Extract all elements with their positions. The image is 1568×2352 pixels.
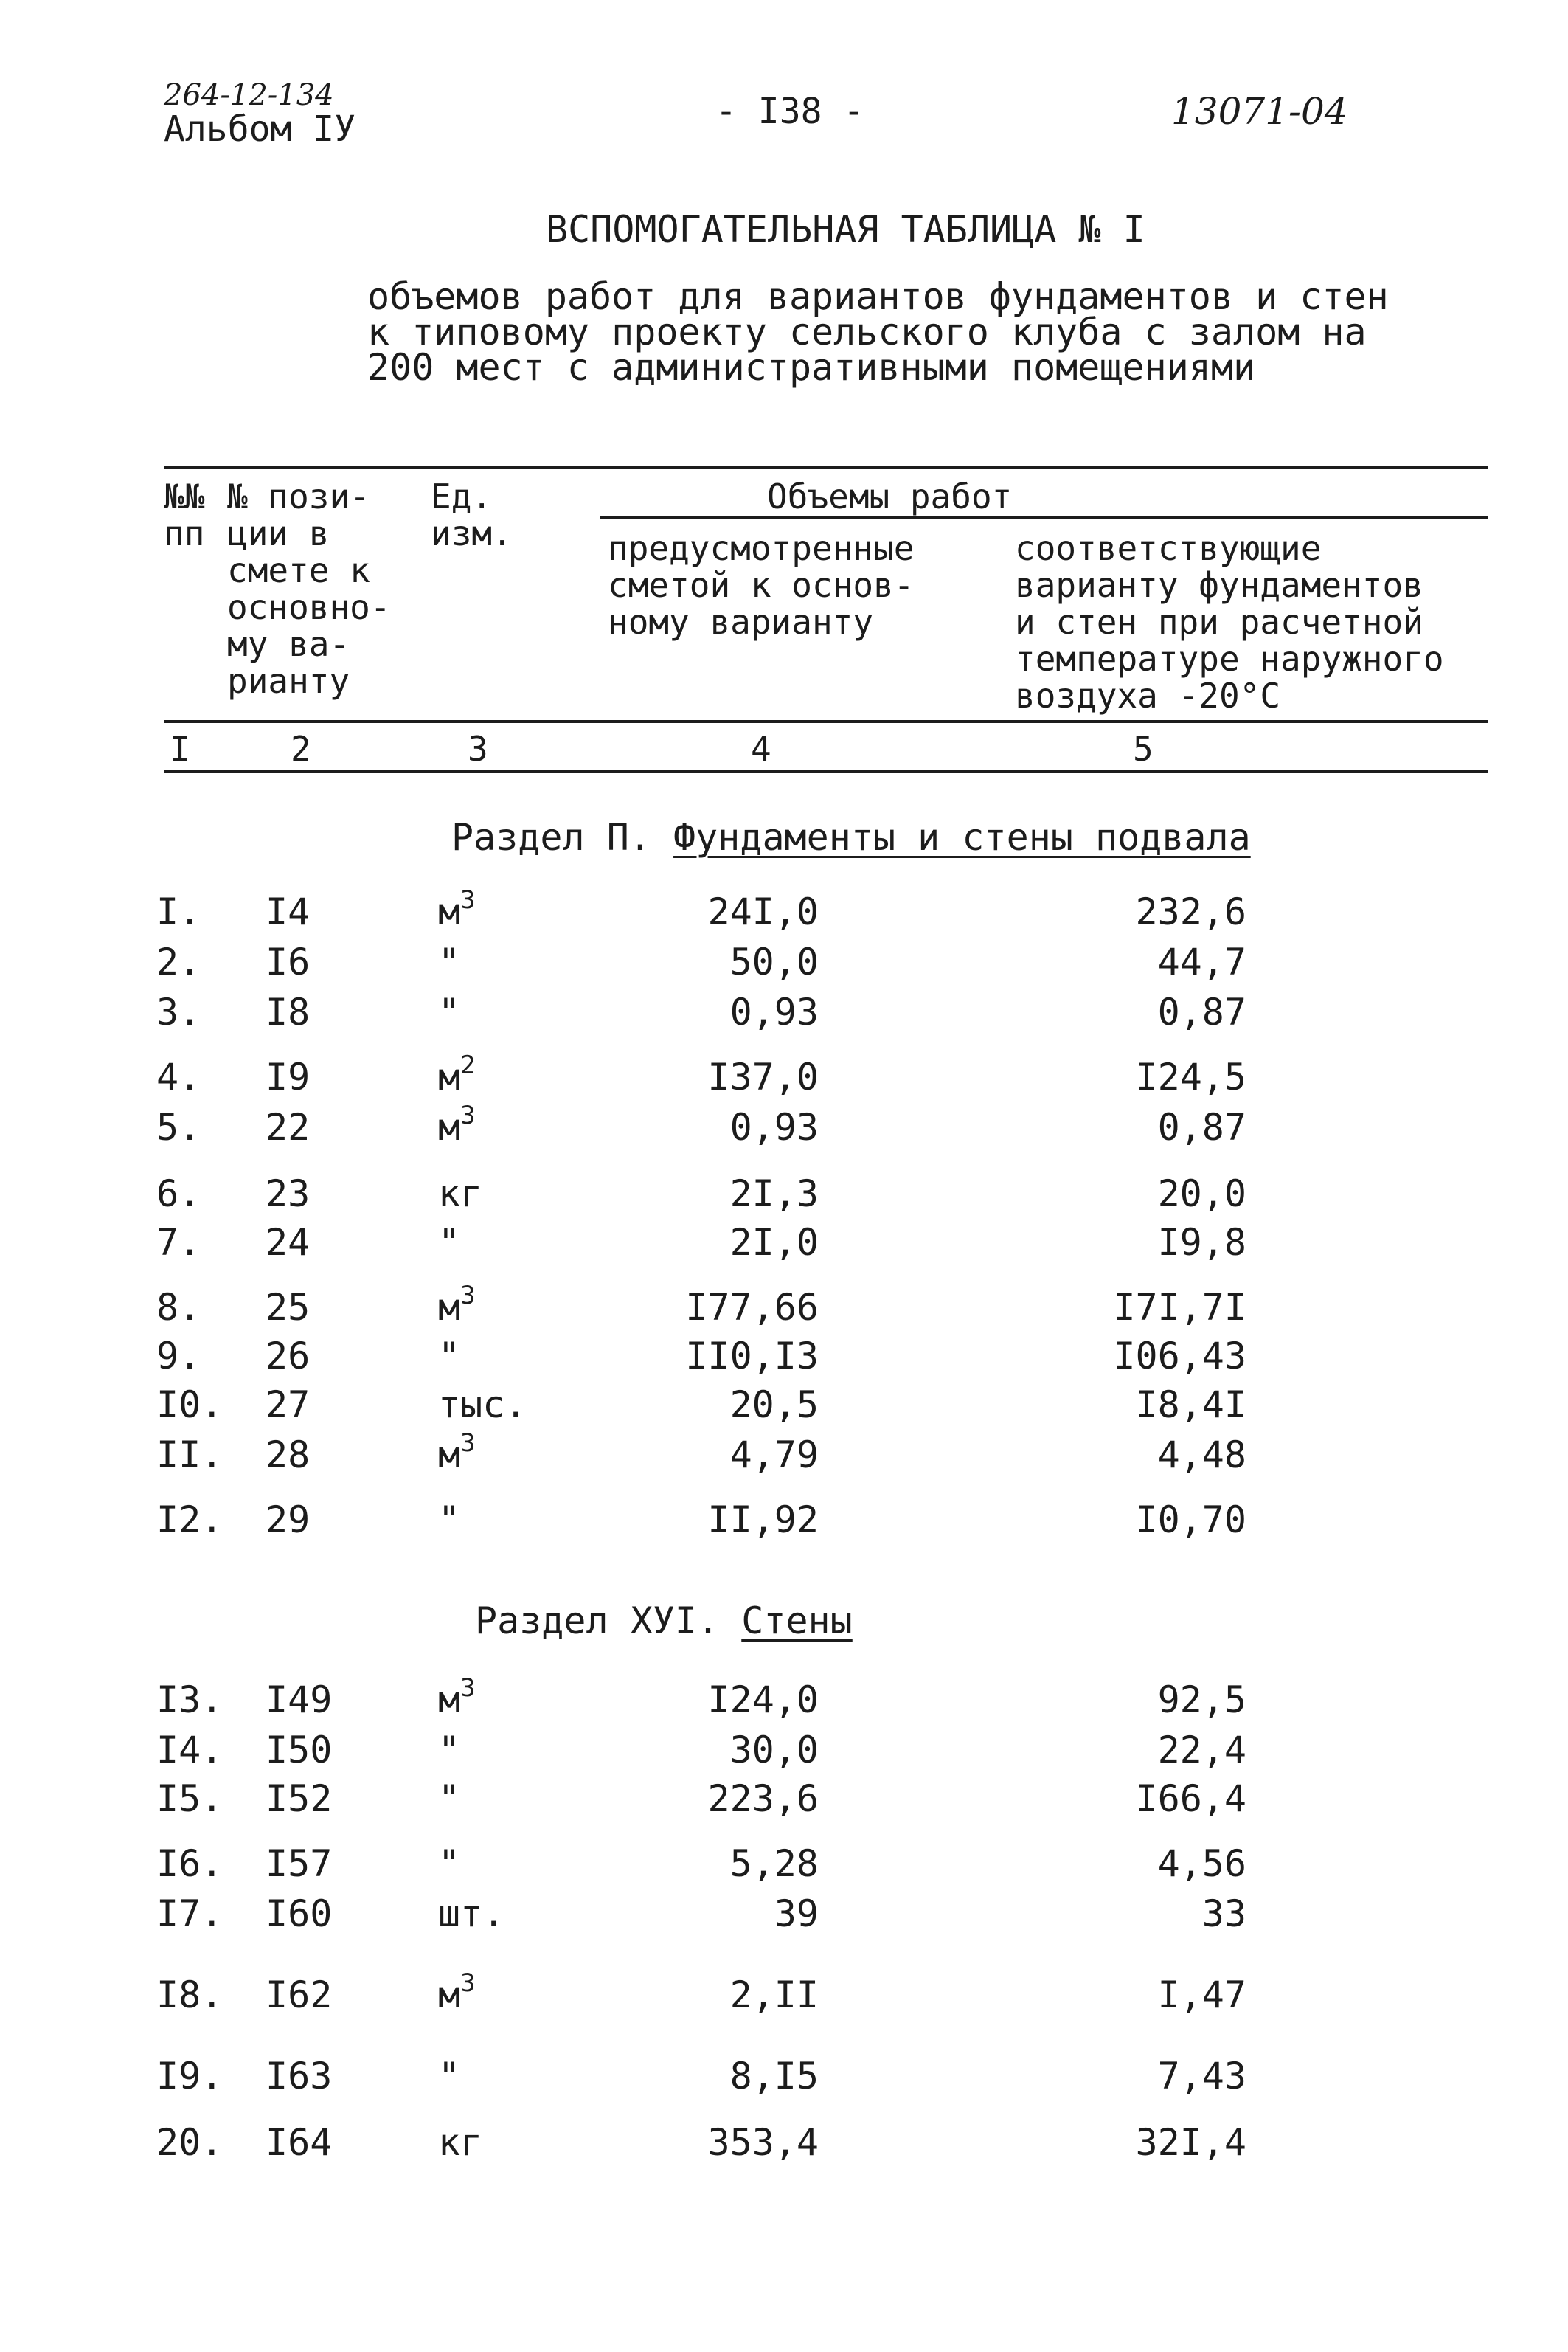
estimate-position: 22 <box>266 1106 311 1149</box>
unit-of-measure <box>438 2055 460 2097</box>
unit-text: кг <box>438 2121 483 2164</box>
variant-volume: I06,43 <box>1113 1335 1246 1377</box>
base-volume: 2I,3 <box>729 1172 819 1215</box>
variant-volume: I24,5 <box>1135 1056 1246 1099</box>
header-unit: Ед. изм. <box>431 477 513 553</box>
base-volume: 223,6 <box>707 1777 819 1820</box>
unit-exponent: 3 <box>460 885 476 915</box>
estimate-position: I62 <box>266 1974 333 2016</box>
row-number: I5. <box>156 1777 223 1820</box>
estimate-position: I8 <box>266 991 311 1034</box>
unit-text: м <box>438 1106 461 1149</box>
unit-of-measure <box>438 1101 476 1149</box>
base-volume: 24I,0 <box>707 890 819 933</box>
unit-of-measure <box>438 1843 460 1884</box>
unit-text: " <box>438 2055 461 2097</box>
base-volume: 0,93 <box>729 1106 819 1149</box>
album-label: Альбом IУ <box>164 108 356 150</box>
unit-of-measure <box>438 1173 482 1214</box>
row-number: I0. <box>156 1383 223 1426</box>
row-number: I4. <box>156 1729 223 1771</box>
page-number: - I38 - <box>715 91 865 132</box>
estimate-position: 28 <box>266 1433 311 1476</box>
table-row <box>0 1499 1568 1540</box>
table-row <box>0 2122 1568 2163</box>
base-volume: I24,0 <box>707 1678 819 1721</box>
variant-volume: 0,87 <box>1157 991 1246 1034</box>
unit-text: " <box>438 1777 461 1820</box>
estimate-position: I6 <box>266 941 311 983</box>
row-number: II. <box>156 1433 223 1476</box>
table-row <box>0 1729 1568 1771</box>
row-number: I6. <box>156 1842 223 1885</box>
estimate-position: 26 <box>266 1335 311 1377</box>
table-row <box>0 1384 1568 1425</box>
unit-text: " <box>438 1221 461 1264</box>
unit-text: тыс. <box>438 1383 527 1426</box>
unit-exponent: 3 <box>460 1101 476 1130</box>
base-volume: 2,II <box>729 1974 819 2016</box>
unit-of-measure <box>438 1051 476 1099</box>
column-number: 3 <box>468 729 488 769</box>
row-number: I7. <box>156 1892 223 1935</box>
table-row <box>0 1428 1568 1476</box>
estimate-position: I64 <box>266 2121 333 2164</box>
header-bottom-rule <box>164 720 1488 723</box>
row-number: 7. <box>156 1221 201 1264</box>
table-row <box>0 1101 1568 1149</box>
estimate-position: 27 <box>266 1383 311 1426</box>
variant-volume: 22,4 <box>1157 1729 1246 1771</box>
table-row <box>0 1173 1568 1214</box>
unit-exponent: 3 <box>460 1673 476 1703</box>
unit-exponent: 3 <box>460 1428 476 1458</box>
unit-of-measure <box>438 1335 460 1377</box>
unit-of-measure <box>438 992 460 1033</box>
unit-of-measure <box>438 1778 460 1819</box>
variant-volume: 92,5 <box>1157 1678 1246 1721</box>
variant-volume: 232,6 <box>1135 890 1246 933</box>
unit-text: м <box>438 890 461 933</box>
base-volume: 0,93 <box>729 991 819 1034</box>
base-volume: 20,5 <box>729 1383 819 1426</box>
variant-volume: 32I,4 <box>1135 2121 1246 2164</box>
unit-text: " <box>438 991 461 1034</box>
column-number: 4 <box>751 729 771 769</box>
unit-text: " <box>438 1335 461 1377</box>
estimate-position: 29 <box>266 1498 311 1541</box>
unit-of-measure <box>438 1281 476 1329</box>
page-subtitle: объемов работ для вариантов фундаментов и стен к типовому проекту сельского клуба с залом на 200 мест с административными помещениями <box>367 275 1389 389</box>
unit-text: м <box>438 1056 461 1099</box>
base-volume: 8,I5 <box>729 2055 819 2097</box>
unit-text: м <box>438 1974 461 2016</box>
base-volume: 39 <box>774 1892 819 1935</box>
unit-text: кг <box>438 1172 483 1215</box>
row-number: I9. <box>156 2055 223 2097</box>
variant-volume: I66,4 <box>1135 1777 1246 1820</box>
base-volume: 353,4 <box>707 2121 819 2164</box>
unit-text: шт. <box>438 1892 505 1935</box>
variant-volume: 4,56 <box>1157 1842 1246 1885</box>
section-name: Фундаменты и стены подвала <box>673 816 1251 859</box>
estimate-position: 24 <box>266 1221 311 1264</box>
estimate-position: I63 <box>266 2055 333 2097</box>
estimate-position: I9 <box>266 1056 311 1099</box>
table-row <box>0 1968 1568 2016</box>
base-volume: 50,0 <box>729 941 819 983</box>
unit-of-measure <box>438 1499 460 1540</box>
row-number: 20. <box>156 2121 223 2164</box>
table-row <box>0 1222 1568 1263</box>
column-number: 2 <box>291 729 311 769</box>
base-volume: 30,0 <box>729 1729 819 1771</box>
estimate-position: I49 <box>266 1678 333 1721</box>
base-volume: I37,0 <box>707 1056 819 1099</box>
base-volume: 5,28 <box>729 1842 819 1885</box>
unit-of-measure <box>438 1893 504 1934</box>
row-number: I2. <box>156 1498 223 1541</box>
estimate-position: I52 <box>266 1777 333 1820</box>
variant-volume: 4,48 <box>1157 1433 1246 1476</box>
table-row <box>0 941 1568 983</box>
column-number: I <box>170 729 190 769</box>
estimate-position: I4 <box>266 890 311 933</box>
base-volume: II0,I3 <box>685 1335 819 1377</box>
estimate-position: I50 <box>266 1729 333 1771</box>
variant-volume: I,47 <box>1157 1974 1246 2016</box>
table-row <box>0 1673 1568 1721</box>
unit-text: " <box>438 941 461 983</box>
row-number: I8. <box>156 1974 223 2016</box>
table-row <box>0 1335 1568 1377</box>
variant-volume: 20,0 <box>1157 1172 1246 1215</box>
row-number: 9. <box>156 1335 201 1377</box>
unit-exponent: 3 <box>460 1281 476 1310</box>
table-row <box>0 1843 1568 1884</box>
row-number: 8. <box>156 1286 201 1329</box>
unit-exponent: 3 <box>460 1968 476 1998</box>
unit-of-measure <box>438 1673 476 1721</box>
variant-volume: I9,8 <box>1157 1221 1246 1264</box>
table-row <box>0 1051 1568 1099</box>
base-volume: I77,66 <box>685 1286 819 1329</box>
table-row <box>0 885 1568 933</box>
variant-volume: I8,4I <box>1135 1383 1246 1426</box>
variant-volume: I7I,7I <box>1113 1286 1246 1329</box>
unit-of-measure <box>438 1222 460 1263</box>
base-volume: II,92 <box>707 1498 819 1541</box>
estimate-position: 25 <box>266 1286 311 1329</box>
page-title: ВСПОМОГАТЕЛЬНАЯ ТАБЛИЦА № I <box>546 208 1145 251</box>
variant-volume: I0,70 <box>1135 1498 1246 1541</box>
unit-text: " <box>438 1842 461 1885</box>
unit-of-measure <box>438 1428 476 1476</box>
header-work-volumes: Объемы работ <box>767 477 1013 516</box>
table-row <box>0 992 1568 1033</box>
header-row-number: №№ пп <box>164 477 205 553</box>
column-number: 5 <box>1133 729 1154 769</box>
unit-text: " <box>438 1729 461 1771</box>
table-row <box>0 2055 1568 2097</box>
section-heading <box>451 816 1251 859</box>
table-row <box>0 1778 1568 1819</box>
table-top-rule <box>164 466 1488 469</box>
unit-text: " <box>438 1498 461 1541</box>
row-number: 6. <box>156 1172 201 1215</box>
header-base-variant: предусмотренные сметой к основ- ному варианту <box>608 528 915 642</box>
variant-volume: 0,87 <box>1157 1106 1246 1149</box>
unit-of-measure <box>438 2122 482 2163</box>
base-volume: 4,79 <box>729 1433 819 1476</box>
document-number: 13071-04 <box>1171 90 1348 133</box>
section-heading <box>475 1599 853 1642</box>
unit-of-measure <box>438 1384 527 1425</box>
row-number: 2. <box>156 941 201 983</box>
row-number: 3. <box>156 991 201 1034</box>
variant-volume: 33 <box>1201 1892 1246 1935</box>
row-number: I. <box>156 890 201 933</box>
row-number: I3. <box>156 1678 223 1721</box>
variant-volume: 7,43 <box>1157 2055 1246 2097</box>
unit-text: м <box>438 1678 461 1721</box>
column-numbers-rule <box>164 770 1488 773</box>
estimate-position: I57 <box>266 1842 333 1885</box>
row-number: 4. <box>156 1056 201 1099</box>
document-code: 264-12-134 <box>164 78 334 112</box>
row-number: 5. <box>156 1106 201 1149</box>
unit-of-measure <box>438 941 460 983</box>
unit-exponent: 2 <box>460 1051 476 1080</box>
unit-of-measure <box>438 885 476 933</box>
base-volume: 2I,0 <box>729 1221 819 1264</box>
header-estimate-position: № пози- ции в смете к основно- му ва- рианту <box>227 477 391 701</box>
unit-text: м <box>438 1433 461 1476</box>
header-selected-variant: соответствующие варианту фундаментов и стен при расчетной температуре наружного воздуха -20°С <box>1015 528 1444 716</box>
section-number: Раздел П. <box>451 816 651 859</box>
unit-of-measure <box>438 1968 476 2016</box>
variant-volume: 44,7 <box>1157 941 1246 983</box>
unit-of-measure <box>438 1729 460 1771</box>
table-row <box>0 1281 1568 1329</box>
volumes-rule <box>600 516 1488 519</box>
estimate-position: I60 <box>266 1892 333 1935</box>
table-row <box>0 1893 1568 1934</box>
section-number: Раздел ХУI. <box>475 1599 720 1642</box>
unit-text: м <box>438 1286 461 1329</box>
estimate-position: 23 <box>266 1172 311 1215</box>
section-name: Стены <box>741 1599 853 1642</box>
